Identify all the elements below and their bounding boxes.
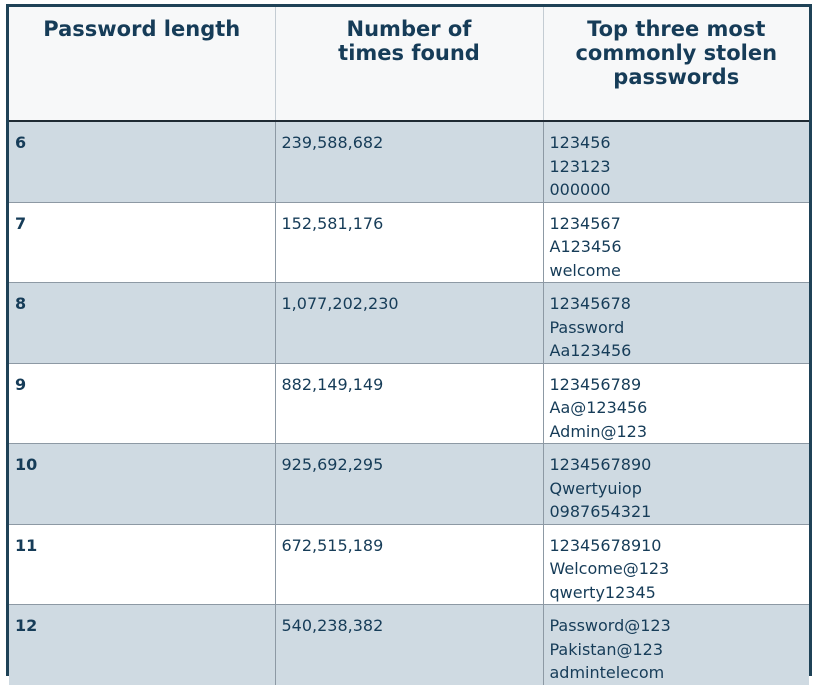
top-passwords-cell [543, 121, 809, 202]
password-entry: Pakistan@123 [549, 639, 664, 659]
password-entry: 123123 [549, 156, 611, 176]
top-passwords-cell [543, 524, 809, 605]
table-row [9, 444, 809, 525]
password-entry: qwerty12345 [549, 582, 656, 602]
password-length-cell: 9 [9, 363, 275, 444]
times-found-cell: 672,515,189 [275, 524, 543, 605]
password-entry: 123456789 [549, 374, 642, 394]
password-entry: Qwertyuiop [549, 478, 642, 498]
password-entry: welcome [549, 260, 621, 280]
password-entry: admintelecom [549, 663, 665, 682]
password-entry: 123456 [549, 133, 611, 152]
password-entry: A123456 [549, 237, 622, 256]
times-found-cell: 152,581,176 [275, 202, 543, 283]
top-passwords-cell [543, 363, 809, 444]
top-passwords-cell [543, 605, 809, 685]
password-length-cell: 12 [9, 605, 275, 685]
times-found-cell: 239,588,682 [275, 121, 543, 202]
table-row [9, 605, 809, 685]
table-row [9, 202, 809, 283]
header-number-of-times-found: Number of times found [275, 7, 543, 121]
top-passwords-cell [543, 202, 809, 283]
password-length-cell: 8 [9, 283, 275, 364]
table-row [9, 524, 809, 605]
password-length-cell: 6 [9, 121, 275, 202]
password-entry: 0987654321 [549, 502, 652, 521]
times-found-cell: 1,077,202,230 [275, 283, 543, 364]
password-stats-table-frame [6, 4, 812, 682]
password-entry: 000000 [549, 180, 611, 199]
password-entry: Password [549, 317, 625, 337]
password-stats-table [9, 7, 809, 685]
password-entry: 1234567 [549, 213, 621, 233]
table-row [9, 363, 809, 444]
password-entry: Admin@123 [549, 421, 648, 441]
top-passwords-cell [543, 283, 809, 364]
password-entry: 12345678 [549, 294, 631, 313]
header-top-three-passwords: Top three most commonly stolen passwords [543, 7, 809, 121]
times-found-cell: 925,692,295 [275, 444, 543, 525]
top-passwords-cell [543, 444, 809, 525]
header-password-length: Password length [9, 7, 275, 121]
password-entry: Password@123 [549, 616, 671, 635]
header-row [9, 7, 809, 121]
password-entry: Aa123456 [549, 341, 632, 360]
password-entry: 1234567890 [549, 455, 652, 474]
password-entry: Welcome@123 [549, 559, 670, 578]
times-found-cell: 540,238,382 [275, 605, 543, 685]
times-found-cell: 882,149,149 [275, 363, 543, 444]
password-length-cell: 10 [9, 444, 275, 525]
table-row [9, 283, 809, 364]
password-entry: Aa@123456 [549, 398, 648, 417]
table-row [9, 121, 809, 202]
password-length-cell: 7 [9, 202, 275, 283]
password-length-cell: 11 [9, 524, 275, 605]
password-entry: 12345678910 [549, 535, 662, 555]
